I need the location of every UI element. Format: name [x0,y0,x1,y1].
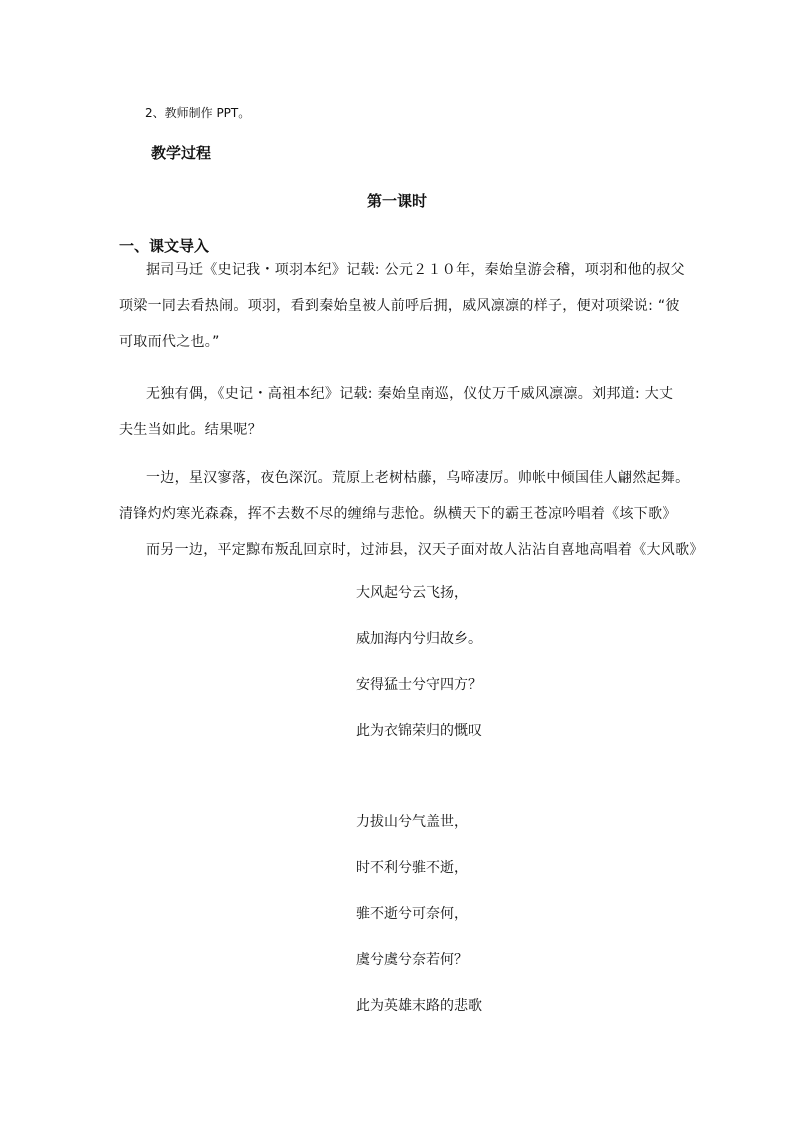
poem-line: 力拔山兮气盖世， [356,814,468,830]
paragraph-liu-bang [119,376,673,448]
process-heading: 教学过程 [151,144,212,162]
paragraph-line: 清锋灼灼寒光森森，挥不去数不尽的缠绵与悲怆。纵横天下的霸王苍凉吟唱着《垓下歌》 [119,506,677,522]
paragraph-gaixia-scene [119,460,689,532]
poem-line: 此为衣锦荣归的慨叹 [356,723,482,739]
poem-line: 大风起兮云飞扬， [356,585,468,601]
paragraph-line: 项梁一同去看热闹。项羽，看到秦始皇被人前呼后拥，威风凛凛的样子，便对项梁说: “彼 [119,298,680,314]
poem-line: 安得猛士兮守四方？ [356,677,482,693]
poem-line: 威加海内兮归故乡。 [356,631,482,647]
paragraph-line: 一边，星汉寥落，夜色深沉。荒原上老树枯藤，乌啼凄厉。帅帐中倾国佳人翩然起舞。 [146,470,690,486]
paragraph-line: 夫生当如此。结果呢？ [119,422,262,438]
lesson-title: 第一课时 [366,192,427,210]
paragraph-dafeng-scene [119,532,704,568]
poem-line: 时不利兮骓不逝， [356,860,468,876]
prep-item-2: 2、教师制作 PPT。 [145,106,251,120]
paragraph-line: 据司马迁《史记我・项羽本纪》记载: 公元２１０年，秦始皇游会稽，项羽和他的叔父 [146,262,685,278]
paragraph-line: 无独有偶，《史记・高祖本纪》记载: 秦始皇南巡，仪仗万千威风凛凛。刘邦道: 大丈 [146,386,674,402]
section-heading: 一、课文导入 [119,237,210,255]
paragraph-xiang-yu [119,252,685,360]
poem-line: 骓不逝兮可奈何， [356,906,468,922]
paragraph-line: 而另一边，平定黥布叛乱回京时，过沛县，汉天子面对故人沾沾自喜地高唱着《大风歌》 [146,542,704,558]
poem-line: 虞兮虞兮奈若何？ [356,952,468,968]
poem-dafeng-ge [356,570,482,754]
poem-gaixia-ge [356,799,482,1029]
paragraph-line: 可取而代之也。” [119,334,220,350]
poem-line: 此为英雄末路的悲歌 [356,998,482,1014]
